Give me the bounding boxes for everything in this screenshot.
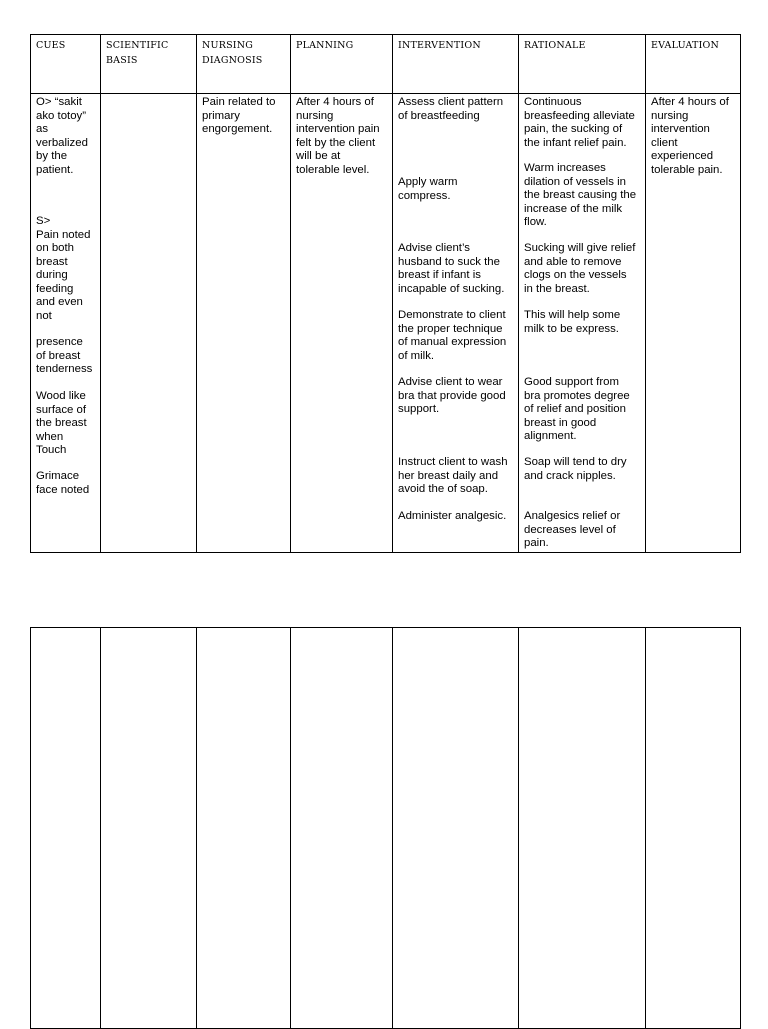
blank-cell [197,628,291,1029]
intervention-item: Administer analgesic. [398,510,507,522]
header-intervention: INTERVENTION [393,35,519,94]
cue-subjective: S> Pain noted on both breast during feeding and even not [36,215,91,322]
cell-planning [291,94,393,553]
rationale-item: Analgesics relief or decreases level of pain. [524,510,621,549]
cue-wood-like: Wood like surface of the breast when Touch [36,390,87,456]
rationale-item: Warm increases dilation of vessels in the breast causing the increase of the milk flow. [524,162,637,228]
blank-cell [519,628,646,1029]
rationale-item: Soap will tend to dry and crack nipples. [524,456,627,482]
blank-cell [31,628,101,1029]
rationale-item: Good support from bra promotes degree of relief and position breast in good alignment. [524,376,630,442]
blank-row [31,628,741,1029]
cell-scientific-basis [101,94,197,553]
intervention-item: Demonstrate to client the proper technique of manual expression of milk. [398,309,507,362]
blank-cell [291,628,393,1029]
intervention-item: Advise client to wear bra that provide good support. [398,376,506,415]
blank-continuation-table [30,627,741,1029]
cue-tenderness: presence of breast tenderness [36,336,93,375]
nursing-care-plan-table [30,34,741,553]
intervention-item: Apply warm compress. [398,176,458,202]
nursing-diagnosis-text: Pain related to primary engorgement. [202,96,276,135]
planning-text: After 4 hours of nursing intervention pain felt by the client will be at tolerable level. [296,96,380,176]
blank-cell [393,628,519,1029]
header-cues: CUES [31,35,101,94]
cue-objective: O> “sakit ako totoy” as verbalized by the patient. [36,96,88,176]
cell-rationale [519,94,646,553]
evaluation-text: After 4 hours of nursing intervention client experienced tolerable pain. [651,96,729,176]
header-row [31,35,741,94]
intervention-item: Assess client pattern of breastfeeding [398,96,504,122]
cue-grimace: Grimace face noted [36,470,90,496]
blank-cell [101,628,197,1029]
cell-cues [31,94,101,553]
rationale-item: Continuous breasfeeding alleviate pain, the sucking of the infant relief pain. [524,96,635,149]
header-scientific-basis: SCIENTIFIC BASIS [101,35,197,94]
cell-evaluation [646,94,741,553]
header-rationale: RATIONALE [519,35,646,94]
rationale-item: Sucking will give relief and able to remove clogs on the vessels in the breast. [524,242,636,295]
header-evaluation: EVALUATION [646,35,741,94]
rationale-item: This will help some milk to be express. [524,309,621,335]
cell-nursing-diagnosis [197,94,291,553]
cell-intervention [393,94,519,553]
header-nursing-diagnosis: NURSING DIAGNOSIS [197,35,291,94]
table-row [31,94,741,553]
header-planning: PLANNING [291,35,393,94]
intervention-item: Advise client’s husband to suck the breast if infant is incapable of sucking. [398,242,505,295]
intervention-item: Instruct client to wash her breast daily and avoid the of soap. [398,456,508,495]
blank-cell [646,628,741,1029]
